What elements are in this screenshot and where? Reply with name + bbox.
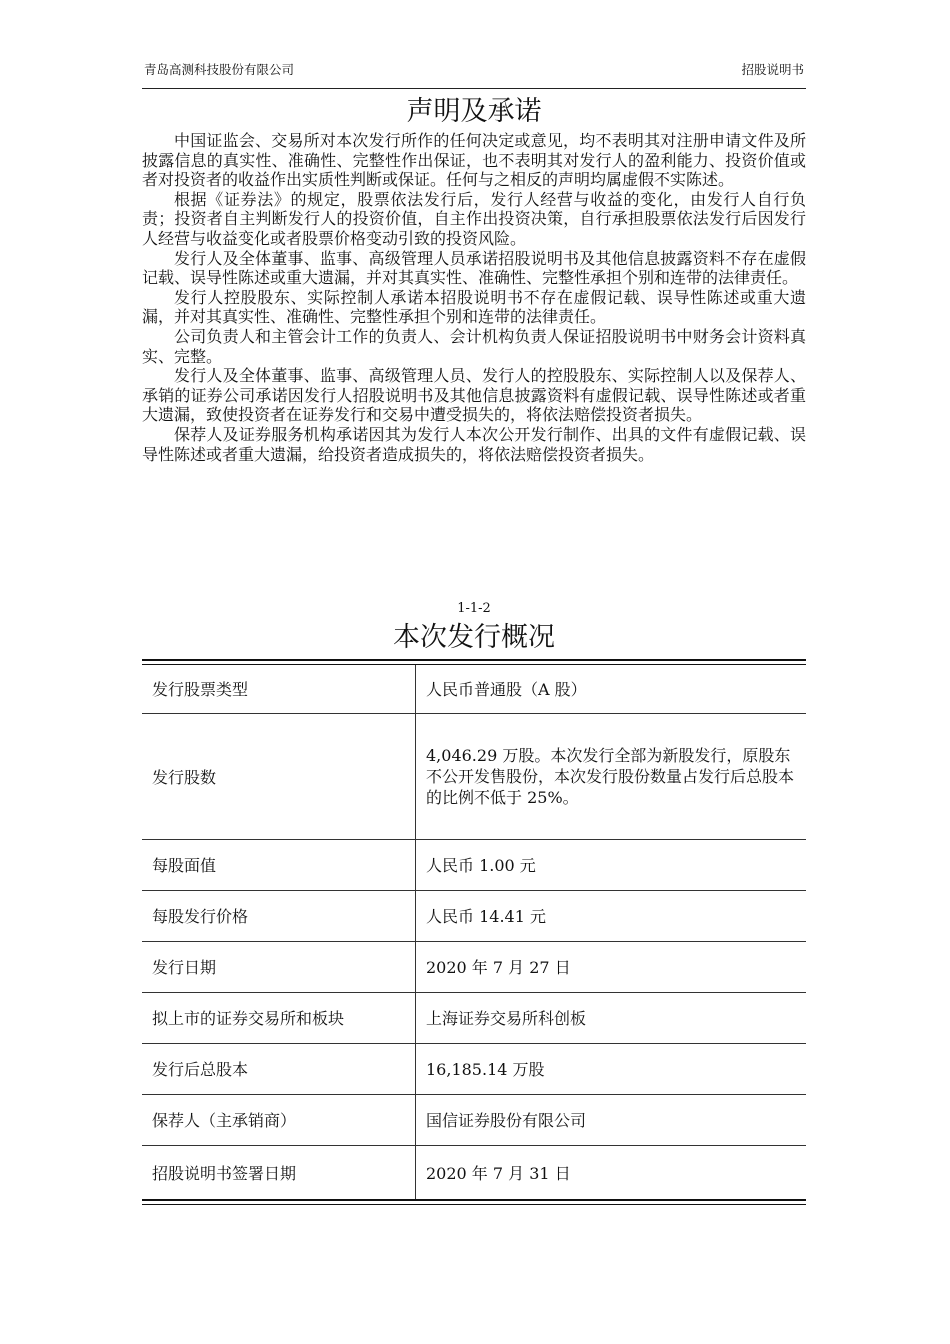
table-row bbox=[142, 1094, 806, 1145]
row-value: 2020 年 7 月 31 日 bbox=[426, 1163, 571, 1183]
table-row bbox=[142, 839, 806, 890]
table-row bbox=[142, 992, 806, 1043]
table-row bbox=[142, 1043, 806, 1094]
declaration-paragraph: 公司负责人和主管会计工作的负责人、会计机构负责人保证招股说明书中财务会计资料真实、完整。 bbox=[142, 326, 806, 366]
row-value: 人民币 1.00 元 bbox=[416, 839, 807, 890]
row-label: 发行日期 bbox=[142, 941, 416, 992]
table-row bbox=[142, 1145, 806, 1199]
row-value: 上海证券交易所科创板 bbox=[416, 992, 807, 1043]
row-value: 16,185.14 万股 bbox=[416, 1043, 807, 1094]
declaration-paragraph: 发行人及全体董事、监事、高级管理人员承诺招股说明书及其他信息披露资料不存在虚假记载、误导性陈述或重大遗漏，并对其真实性、准确性、完整性承担个别和连带的法律责任。 bbox=[142, 248, 806, 288]
row-label: 拟上市的证券交易所和板块 bbox=[142, 992, 416, 1043]
row-label: 发行股票类型 bbox=[142, 665, 416, 713]
row-label: 招股说明书签署日期 bbox=[142, 1145, 416, 1199]
row-label: 保荐人（主承销商） bbox=[142, 1094, 416, 1145]
declaration-body bbox=[142, 131, 806, 464]
row-value: 4,046.29 万股。本次发行全部为新股发行，原股东不公开发售股份，本次发行股份数量占发行后总股本的比例不低于 25%。 bbox=[416, 713, 807, 839]
row-value: 人民币 14.41 元 bbox=[416, 890, 807, 941]
page-header bbox=[142, 58, 806, 89]
header-doc-title: 招股说明书 bbox=[741, 62, 804, 77]
header-company: 青岛高测科技股份有限公司 bbox=[144, 62, 295, 77]
declaration-paragraph: 发行人及全体董事、监事、高级管理人员、发行人的控股股东、实际控制人以及保荐人、承销的证券公司承诺因发行人招股说明书及其他信息披露资料有虚假记载、误导性陈述或者重大遗漏，致使投资者在证券发行和交易中遭受损失的，将依法赔偿投资者损失。 bbox=[142, 366, 806, 425]
row-label: 每股发行价格 bbox=[142, 890, 416, 941]
overview-table bbox=[142, 659, 806, 1205]
row-label: 发行后总股本 bbox=[142, 1043, 416, 1094]
row-value: 国信证券股份有限公司 bbox=[416, 1094, 807, 1145]
row-label: 每股面值 bbox=[142, 839, 416, 890]
declaration-paragraph: 保荐人及证券服务机构承诺因其为发行人本次公开发行制作、出具的文件有虚假记载、误导性陈述或者重大遗漏，给投资者造成损失的，将依法赔偿投资者损失。 bbox=[142, 424, 806, 464]
row-label: 发行股数 bbox=[142, 713, 416, 839]
table-bottom-rule bbox=[142, 1199, 806, 1205]
page-number: 1-1-2 bbox=[457, 601, 491, 616]
overview-title: 本次发行概况 bbox=[393, 622, 555, 653]
table-row bbox=[142, 713, 806, 839]
declaration-paragraph: 根据《证券法》的规定，股票依法发行后，发行人经营与收益的变化，由发行人自行负责；投资者自主判断发行人的投资价值，自主作出投资决策，自行承担股票依法发行后因发行人经营与收益变化或者股票价格变动引致的投资风险。 bbox=[142, 189, 806, 248]
declaration-paragraph: 中国证监会、交易所对本次发行所作的任何决定或意见，均不表明其对注册申请文件及所披露信息的真实性、准确性、完整性作出保证，也不表明其对发行人的盈利能力、投资价值或者对投资者的收益作出实质性判断或保证。任何与之相反的声明均属虚假不实陈述。 bbox=[142, 131, 806, 190]
table-row bbox=[142, 665, 806, 713]
table-row bbox=[142, 941, 806, 992]
declaration-title: 声明及承诺 bbox=[406, 96, 542, 127]
row-value: 人民币普通股（A 股） bbox=[416, 665, 807, 713]
row-value: 2020 年 7 月 27 日 bbox=[416, 941, 807, 992]
table-row bbox=[142, 890, 806, 941]
declaration-paragraph: 发行人控股股东、实际控制人承诺本招股说明书不存在虚假记载、误导性陈述或重大遗漏，并对其真实性、准确性、完整性承担个别和连带的法律责任。 bbox=[142, 287, 806, 327]
